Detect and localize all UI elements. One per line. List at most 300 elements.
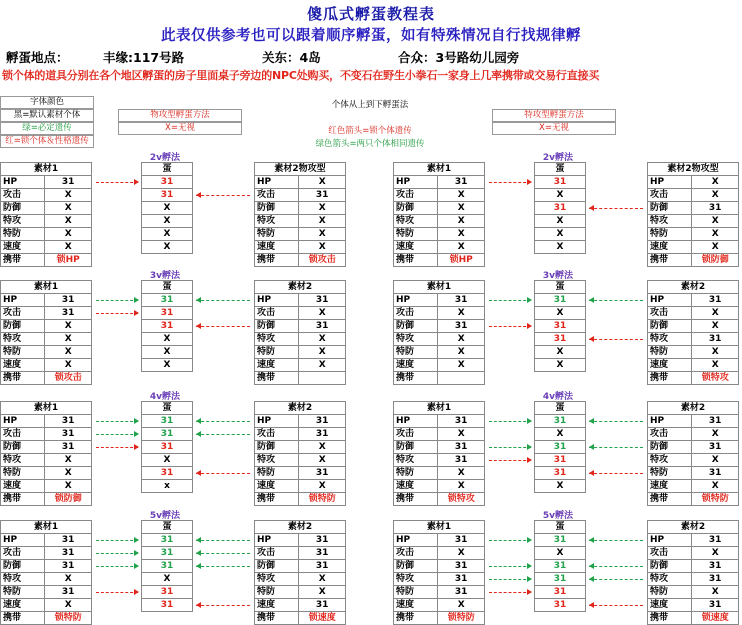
arrow-head-icon — [134, 537, 139, 543]
stat-label: 速度 — [394, 480, 438, 493]
stat-label: 防御 — [1, 441, 45, 454]
stat-label: 携带 — [394, 372, 438, 385]
stat-label: 特攻 — [394, 333, 438, 346]
inherit-arrow — [589, 447, 643, 448]
egg-stat-value: X — [142, 215, 193, 228]
stat-label: 特防 — [394, 586, 438, 599]
stat-value: 31 — [692, 534, 739, 547]
egg-stat-value: X — [535, 228, 586, 241]
carry-item: 锁HP — [45, 254, 92, 267]
inherit-arrow — [196, 605, 250, 606]
egg-stat-value: 31 — [142, 467, 193, 480]
stat-label: 攻击 — [255, 547, 299, 560]
carry-item: 锁特攻 — [438, 493, 485, 506]
stat-label: HP — [394, 415, 438, 428]
stat-value: 31 — [45, 586, 92, 599]
left-material-1-table — [0, 162, 92, 267]
legend-order: 个体从上到下孵蛋法 — [331, 100, 409, 110]
egg-stat-value: 31 — [535, 573, 586, 586]
material-title: 素材1 — [1, 402, 92, 415]
stat-value: X — [45, 480, 92, 493]
arrow-head-icon — [196, 297, 201, 303]
legend-font-color: 字体颜色 — [0, 96, 94, 109]
egg-stat-value: X — [142, 359, 193, 372]
inherit-arrow — [489, 540, 531, 541]
carry-item — [299, 372, 346, 385]
arrow-head-icon — [134, 431, 139, 437]
egg-stat-value: 31 — [535, 415, 586, 428]
arrow-head-icon — [134, 297, 139, 303]
stat-value: X — [438, 359, 485, 372]
stat-label: 特攻 — [255, 573, 299, 586]
egg-stat-value: 31 — [142, 189, 193, 202]
stat-label: 防御 — [1, 560, 45, 573]
egg-spacer — [535, 493, 586, 506]
stat-value: 31 — [692, 415, 739, 428]
arrow-head-icon — [134, 310, 139, 316]
carry-item: 锁特防 — [45, 612, 92, 625]
stat-label: 防御 — [648, 441, 692, 454]
stat-label: 携带 — [394, 254, 438, 267]
section-title: 2v孵法 — [542, 153, 574, 163]
inherit-arrow — [589, 566, 643, 567]
egg-stat-value: 31 — [142, 320, 193, 333]
egg-stat-value: 31 — [535, 176, 586, 189]
stat-label: 特攻 — [648, 573, 692, 586]
left-material-2-table — [254, 401, 346, 506]
inherit-arrow — [589, 421, 643, 422]
stat-label: 特攻 — [394, 573, 438, 586]
stat-label: 特攻 — [255, 454, 299, 467]
material-title: 素材1 — [394, 281, 485, 294]
stat-label: HP — [394, 294, 438, 307]
stat-value: X — [438, 547, 485, 560]
inherit-arrow — [489, 326, 531, 327]
arrow-head-icon — [527, 179, 532, 185]
legend-black-default: 黑=默认素材个体 — [0, 109, 94, 122]
stat-value: 31 — [45, 428, 92, 441]
stat-value: X — [45, 454, 92, 467]
right-egg-table — [534, 520, 586, 624]
stat-value: 31 — [692, 467, 739, 480]
stat-label: 防御 — [255, 560, 299, 573]
egg-stat-value: X — [142, 202, 193, 215]
material-title: 素材1 — [394, 163, 485, 176]
stat-label: 攻击 — [394, 189, 438, 202]
egg-title: 蛋 — [535, 163, 586, 176]
stat-label: 特攻 — [648, 215, 692, 228]
left-material-2-table — [254, 162, 346, 267]
egg-stat-value: X — [142, 241, 193, 254]
stat-value: X — [692, 480, 739, 493]
inherit-arrow — [196, 540, 250, 541]
location-label: 孵蛋地点： — [6, 50, 69, 65]
inherit-arrow — [196, 473, 250, 474]
stat-value: X — [438, 307, 485, 320]
stat-label: 携带 — [1, 612, 45, 625]
carry-item: 锁特防 — [438, 612, 485, 625]
arrow-head-icon — [589, 205, 594, 211]
left-egg-table — [141, 280, 193, 384]
egg-spacer — [535, 372, 586, 385]
stat-label: 携带 — [255, 254, 299, 267]
right-material-1-table — [393, 401, 485, 506]
stat-label: 防御 — [255, 441, 299, 454]
inherit-arrow — [589, 540, 643, 541]
egg-title: 蛋 — [142, 163, 193, 176]
stat-label: 特防 — [1, 586, 45, 599]
arrow-head-icon — [589, 470, 594, 476]
arrow-head-icon — [527, 576, 532, 582]
inherit-arrow — [489, 421, 531, 422]
left-material-1-table — [0, 401, 92, 506]
carry-item: 锁HP — [438, 254, 485, 267]
stat-value: 31 — [45, 415, 92, 428]
arrow-head-icon — [196, 563, 201, 569]
material-title: 素材1 — [1, 521, 92, 534]
stat-value: X — [45, 189, 92, 202]
stat-label: 攻击 — [648, 428, 692, 441]
stat-value: X — [438, 228, 485, 241]
carry-item: 锁速度 — [299, 612, 346, 625]
egg-stat-value: 31 — [142, 428, 193, 441]
stat-label: 特攻 — [648, 333, 692, 346]
egg-stat-value: 31 — [142, 547, 193, 560]
inherit-arrow — [489, 447, 531, 448]
material-title: 素材2 — [648, 402, 739, 415]
arrow-head-icon — [134, 418, 139, 424]
stat-value: X — [299, 228, 346, 241]
egg-stat-value: X — [535, 359, 586, 372]
material-title: 素材2 — [648, 521, 739, 534]
stat-value: 31 — [299, 560, 346, 573]
arrow-head-icon — [589, 444, 594, 450]
stat-value: 31 — [692, 333, 739, 346]
stat-value: X — [45, 202, 92, 215]
inherit-arrow — [589, 579, 643, 580]
arrow-head-icon — [196, 323, 201, 329]
stat-label: 特防 — [394, 467, 438, 480]
stat-value: X — [45, 599, 92, 612]
egg-stat-value: 31 — [142, 586, 193, 599]
inherit-arrow — [589, 605, 643, 606]
stat-label: 携带 — [1, 254, 45, 267]
inherit-arrow — [489, 592, 531, 593]
stat-label: 特防 — [1, 346, 45, 359]
page-title: 傻瓜式孵蛋教程表 — [306, 5, 435, 23]
stat-label: 速度 — [394, 359, 438, 372]
egg-stat-value: X — [535, 241, 586, 254]
stat-label: 特攻 — [1, 215, 45, 228]
stat-value: 31 — [299, 547, 346, 560]
material-title: 素材1 — [394, 402, 485, 415]
stat-value: 31 — [692, 573, 739, 586]
arrow-head-icon — [134, 550, 139, 556]
egg-stat-value: 31 — [535, 467, 586, 480]
egg-spacer — [142, 493, 193, 506]
arrow-head-icon — [134, 563, 139, 569]
carry-item: 锁速度 — [692, 612, 739, 625]
stat-value: 31 — [692, 599, 739, 612]
egg-stat-value: X — [535, 307, 586, 320]
egg-spacer — [142, 254, 193, 267]
arrow-head-icon — [196, 192, 201, 198]
right-material-1-table — [393, 520, 485, 625]
stat-value: 31 — [299, 467, 346, 480]
stat-label: 防御 — [394, 202, 438, 215]
inherit-arrow — [96, 182, 138, 183]
stat-value: X — [45, 228, 92, 241]
stat-value: X — [299, 333, 346, 346]
arrow-head-icon — [134, 444, 139, 450]
stat-label: 攻击 — [394, 547, 438, 560]
stat-label: 防御 — [648, 202, 692, 215]
stat-label: 携带 — [1, 372, 45, 385]
egg-title: 蛋 — [535, 402, 586, 415]
inherit-arrow — [589, 473, 643, 474]
inherit-arrow — [196, 553, 250, 554]
egg-title: 蛋 — [142, 281, 193, 294]
stat-label: 防御 — [648, 560, 692, 573]
stat-label: 携带 — [648, 372, 692, 385]
stat-value: 31 — [299, 415, 346, 428]
section-title: 4v孵法 — [542, 392, 574, 402]
stat-label: 攻击 — [255, 189, 299, 202]
arrow-head-icon — [527, 457, 532, 463]
stat-label: HP — [648, 415, 692, 428]
stat-value: X — [45, 333, 92, 346]
stat-label: 防御 — [255, 320, 299, 333]
stat-value: 31 — [45, 176, 92, 189]
material-title: 素材2 — [255, 521, 346, 534]
carry-item — [438, 372, 485, 385]
stat-value: 31 — [438, 454, 485, 467]
inherit-arrow — [196, 326, 250, 327]
stat-label: 速度 — [1, 599, 45, 612]
stat-label: 特攻 — [1, 454, 45, 467]
egg-stat-value: 31 — [535, 441, 586, 454]
inherit-arrow — [96, 566, 138, 567]
material-title: 素材1 — [1, 281, 92, 294]
stat-value: X — [299, 586, 346, 599]
egg-title: 蛋 — [535, 281, 586, 294]
stat-label: 速度 — [1, 480, 45, 493]
stat-label: 攻击 — [394, 428, 438, 441]
arrow-head-icon — [589, 336, 594, 342]
stat-value: 31 — [692, 202, 739, 215]
stat-label: 携带 — [648, 254, 692, 267]
stat-value: X — [692, 241, 739, 254]
arrow-head-icon — [196, 418, 201, 424]
stat-value: X — [438, 599, 485, 612]
stat-label: 防御 — [648, 320, 692, 333]
arrow-head-icon — [589, 537, 594, 543]
arrow-head-icon — [196, 602, 201, 608]
arrow-head-icon — [134, 589, 139, 595]
stat-value: 31 — [299, 428, 346, 441]
egg-spacer — [142, 372, 193, 385]
stat-label: 速度 — [255, 599, 299, 612]
stat-value: X — [438, 346, 485, 359]
section-title: 3v孵法 — [149, 271, 181, 281]
stat-label: 速度 — [648, 241, 692, 254]
stat-label: 速度 — [394, 241, 438, 254]
inherit-arrow — [96, 434, 138, 435]
page-subtitle: 此表仅供参考也可以跟着顺序孵蛋，如有特殊情况自行找规律孵 — [161, 28, 581, 44]
material-title: 素材2 — [255, 281, 346, 294]
right-material-2-table — [647, 280, 739, 385]
left-egg-table — [141, 162, 193, 266]
stat-value: X — [692, 176, 739, 189]
inherit-arrow — [96, 313, 138, 314]
inherit-arrow — [489, 300, 531, 301]
stat-value: X — [45, 467, 92, 480]
stat-value: 31 — [692, 560, 739, 573]
egg-stat-value: 31 — [535, 320, 586, 333]
stat-value: 31 — [299, 294, 346, 307]
stat-value: 31 — [45, 307, 92, 320]
stat-value: 31 — [438, 573, 485, 586]
stat-value: X — [45, 573, 92, 586]
left-material-2-table — [254, 280, 346, 385]
stat-label: 速度 — [648, 599, 692, 612]
stat-label: 攻击 — [394, 307, 438, 320]
stat-label: HP — [255, 294, 299, 307]
section-title: 3v孵法 — [542, 271, 574, 281]
stat-label: HP — [1, 534, 45, 547]
stat-label: 攻击 — [255, 428, 299, 441]
stat-label: 特攻 — [1, 333, 45, 346]
stat-label: 特攻 — [648, 454, 692, 467]
stat-value: 31 — [438, 560, 485, 573]
egg-stat-value: X — [535, 346, 586, 359]
egg-stat-value: X — [535, 189, 586, 202]
right-egg-table — [534, 401, 586, 505]
stat-label: 特防 — [1, 228, 45, 241]
stat-value: 31 — [438, 415, 485, 428]
stat-value: X — [299, 241, 346, 254]
stat-label: 速度 — [255, 241, 299, 254]
stat-value: X — [692, 307, 739, 320]
stat-value: X — [45, 215, 92, 228]
carry-item: 锁特防 — [692, 493, 739, 506]
stat-label: 携带 — [394, 493, 438, 506]
left-material-2-table — [254, 520, 346, 625]
stat-value: X — [45, 320, 92, 333]
right-egg-table — [534, 280, 586, 384]
stat-label: 特防 — [648, 346, 692, 359]
stat-label: 特防 — [648, 586, 692, 599]
stat-label: HP — [1, 176, 45, 189]
legend-x-none-right: X=无视 — [492, 122, 616, 135]
legend-special-method: 特攻型孵蛋方法 — [492, 109, 616, 122]
arrow-head-icon — [589, 297, 594, 303]
legend-red-arrow: 红色箭头=锁个体遗传 — [328, 126, 412, 136]
stat-label: HP — [648, 294, 692, 307]
stat-value: X — [299, 573, 346, 586]
right-material-2-table — [647, 401, 739, 506]
carry-item: 锁特防 — [299, 493, 346, 506]
stat-label: 攻击 — [255, 307, 299, 320]
stat-value: 31 — [692, 294, 739, 307]
stat-value: X — [299, 176, 346, 189]
left-egg-table — [141, 520, 193, 624]
stat-label: 攻击 — [1, 307, 45, 320]
stat-value: 31 — [299, 599, 346, 612]
egg-stat-value: 31 — [142, 560, 193, 573]
material-title: 素材1 — [394, 521, 485, 534]
arrow-head-icon — [196, 470, 201, 476]
stat-label: 防御 — [255, 202, 299, 215]
stat-value: X — [692, 454, 739, 467]
arrow-head-icon — [527, 563, 532, 569]
legend-green-arrow: 绿色箭头=两只个体相同遗传 — [315, 139, 425, 149]
stat-value: X — [438, 467, 485, 480]
legend-red-lock: 红=锁个体＆性格遗传 — [0, 135, 94, 148]
egg-title: 蛋 — [142, 402, 193, 415]
egg-stat-value: 31 — [535, 560, 586, 573]
stat-label: 携带 — [255, 612, 299, 625]
stat-label: 速度 — [648, 359, 692, 372]
inherit-arrow — [96, 592, 138, 593]
carry-item: 锁特攻 — [692, 372, 739, 385]
stat-label: HP — [255, 534, 299, 547]
stat-label: 速度 — [255, 359, 299, 372]
left-material-1-table — [0, 280, 92, 385]
stat-label: 特防 — [394, 228, 438, 241]
stat-label: 携带 — [255, 372, 299, 385]
stat-value: 31 — [45, 534, 92, 547]
stat-value: 31 — [438, 294, 485, 307]
stat-label: 携带 — [648, 612, 692, 625]
stat-label: 特防 — [255, 586, 299, 599]
stat-value: 31 — [438, 586, 485, 599]
stat-label: 特攻 — [394, 454, 438, 467]
right-egg-table — [534, 162, 586, 266]
stat-value: X — [299, 441, 346, 454]
egg-stat-value: X — [535, 480, 586, 493]
stat-label: 攻击 — [1, 547, 45, 560]
stat-value: X — [438, 202, 485, 215]
location-hoenn: 丰缘:117号路 — [103, 50, 185, 65]
right-material-2-table — [647, 162, 739, 267]
arrow-head-icon — [589, 602, 594, 608]
stat-label: 特攻 — [1, 573, 45, 586]
stat-label: 特防 — [255, 346, 299, 359]
stat-value: X — [692, 547, 739, 560]
stat-value: 31 — [438, 320, 485, 333]
egg-stat-value: 31 — [142, 441, 193, 454]
egg-title: 蛋 — [535, 521, 586, 534]
arrow-head-icon — [527, 418, 532, 424]
stat-value: 31 — [299, 320, 346, 333]
stat-value: 31 — [438, 534, 485, 547]
stat-label: 特攻 — [394, 215, 438, 228]
stat-label: 携带 — [394, 612, 438, 625]
inherit-arrow — [96, 300, 138, 301]
stat-label: 防御 — [1, 202, 45, 215]
egg-stat-value: X — [535, 428, 586, 441]
section-title: 4v孵法 — [149, 392, 181, 402]
inherit-arrow — [196, 434, 250, 435]
inherit-arrow — [96, 421, 138, 422]
section-title: 5v孵法 — [149, 511, 181, 521]
stat-label: HP — [1, 294, 45, 307]
egg-title: 蛋 — [142, 521, 193, 534]
stat-value: X — [438, 241, 485, 254]
stat-value: 31 — [438, 441, 485, 454]
egg-stat-value: 31 — [535, 454, 586, 467]
